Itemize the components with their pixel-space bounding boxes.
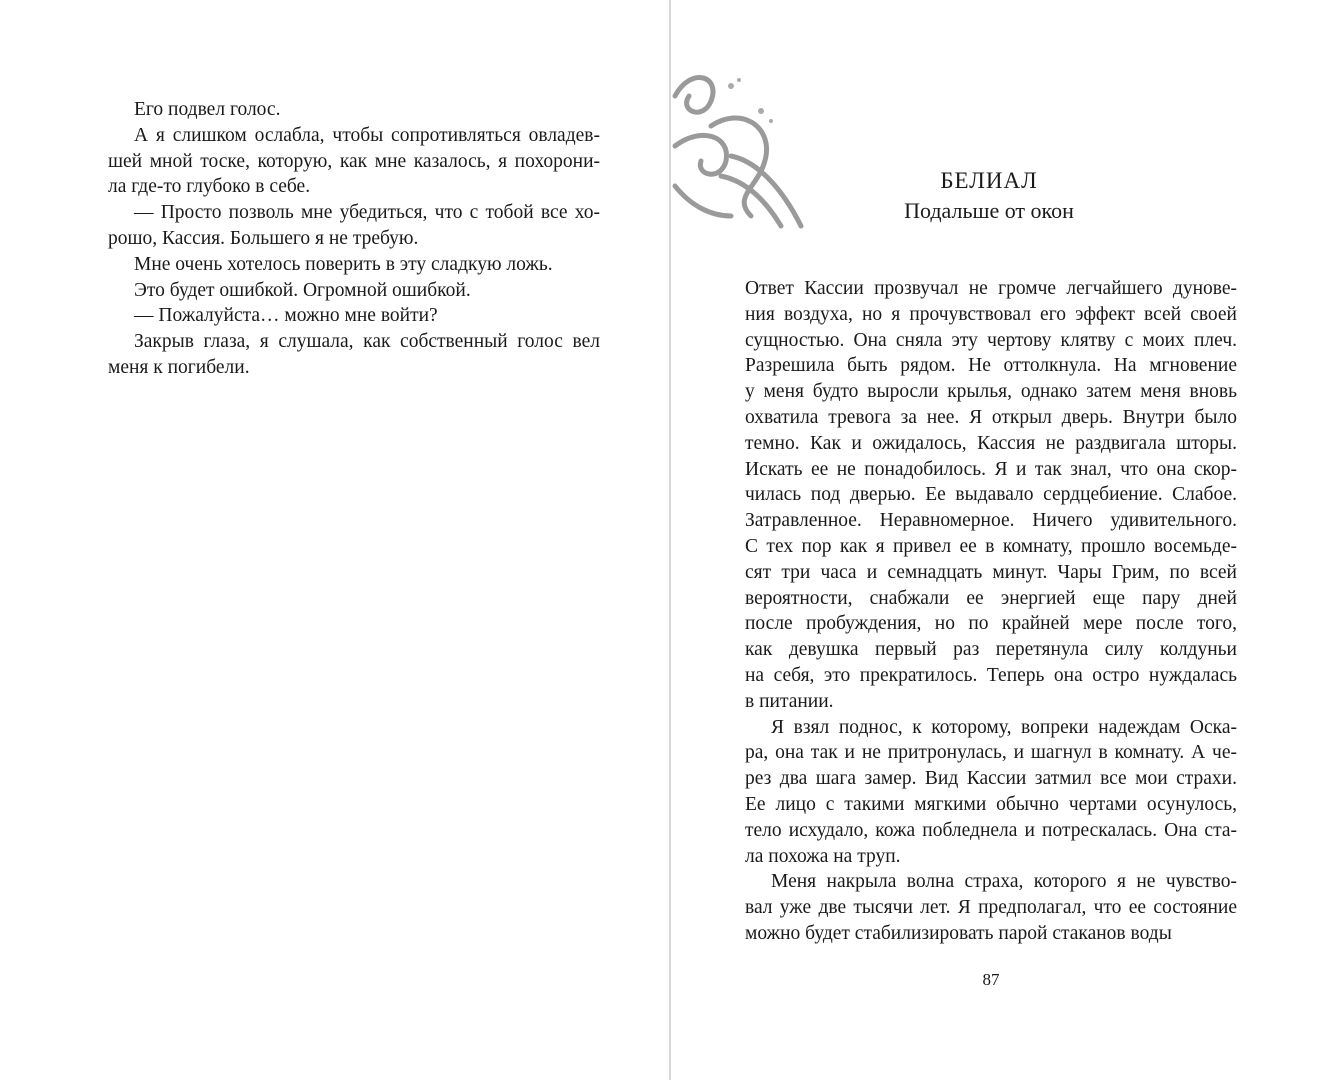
text-line: можно будет стабилизировать парой стаканов воды: [745, 922, 1172, 944]
text-line: Искать ее не понадобилось. Я и так знал, что она скор-: [745, 458, 1237, 480]
text-line: тело исхудало, кожа побледнела и потрескалась. Она ста-: [745, 819, 1237, 841]
text-line: ра, она так и не притронулась, и шагнул в комнату. А че-: [745, 742, 1237, 764]
text-line: Меня накрыла волна страха, которого я не чувство-: [771, 871, 1237, 893]
text-line: шей мной тоске, которую, как мне казалось, я похорони-: [108, 150, 600, 172]
text-line: — Просто позволь мне убедиться, что с тобой все хо-: [134, 202, 600, 224]
page-number: 87: [982, 970, 1000, 989]
text-line: Я взял поднос, к которому, вопреки надеждам Оска-: [771, 716, 1237, 738]
text-line: у меня будто выросли крылья, однако затем меня вновь: [745, 381, 1237, 403]
right-page-body: [745, 276, 1237, 947]
text-line: Закрыв глаза, я слушала, как собственный голос вел: [134, 331, 600, 353]
text-line: Это будет ошибкой. Огромной ошибкой.: [134, 279, 471, 301]
text-line: — Пожалуйста… можно мне войти?: [134, 305, 438, 327]
text-line: Ее лицо с такими мягкими обычно чертами осунулось,: [745, 793, 1237, 815]
text-line: рез два шага замер. Вид Кассии затмил все мои страхи.: [745, 768, 1237, 790]
text-line: вероятности, снабжали ее энергией еще пару дней: [745, 587, 1237, 609]
text-line: в питании.: [745, 690, 834, 712]
text-line: С тех пор как я привел ее в комнату, прошло восемьде-: [745, 535, 1237, 557]
chapter-title: БЕЛИАЛ: [940, 168, 1038, 193]
text-line: после пробуждения, но по крайней мере после того,: [745, 613, 1237, 635]
text-line: на себя, это прекратилось. Теперь она остро нуждалась: [745, 664, 1237, 686]
text-line: меня к погибели.: [108, 356, 250, 378]
text-line: Разрешила быть рядом. Не оттолкнула. На мгновение: [745, 355, 1237, 377]
text-line: А я слишком ослабла, чтобы сопротивляться овладев-: [134, 124, 600, 146]
text-line: ла где-то глубоко в себе.: [108, 176, 311, 198]
text-line: охватила тревога за нее. Я открыл дверь. Внутри было: [745, 406, 1237, 428]
text-line: Затравленное. Неравномерное. Ничего удивительного.: [745, 510, 1237, 532]
text-line: сят три часа и семнадцать минут. Чары Грим, по всей: [745, 561, 1237, 583]
text-line: Мне очень хотелось поверить в эту сладкую ложь.: [134, 253, 553, 275]
text-line: ния воздуха, но я прочувствовал его эффект всей своей: [745, 303, 1237, 325]
text-line: рошо, Кассия. Большего я не требую.: [108, 227, 419, 249]
text-line: Ответ Кассии прозвучал не громче легчайшего дунове-: [745, 278, 1237, 299]
text-line: вал уже две тысячи лет. Я предполагал, что ее состояние: [745, 897, 1237, 919]
text-line: ла похожа на труп.: [745, 845, 901, 867]
chapter-subtitle: Подальше от окон: [904, 198, 1074, 223]
ornament-icon: [671, 66, 811, 236]
text-line: Его подвел голос.: [134, 99, 281, 120]
left-page-body: [108, 97, 600, 381]
text-line: как девушка первый раз перетянула силу колдуньи: [745, 639, 1237, 661]
text-line: чилась под дверью. Ее выдавало сердцебиение. Слабое.: [745, 484, 1237, 506]
right-page: [671, 0, 1339, 1080]
text-line: сущностью. Она сняла эту чертову клятву с моих плеч.: [745, 329, 1237, 351]
text-line: темно. Как и ожидалось, Кассия не раздвигала шторы.: [745, 432, 1237, 454]
